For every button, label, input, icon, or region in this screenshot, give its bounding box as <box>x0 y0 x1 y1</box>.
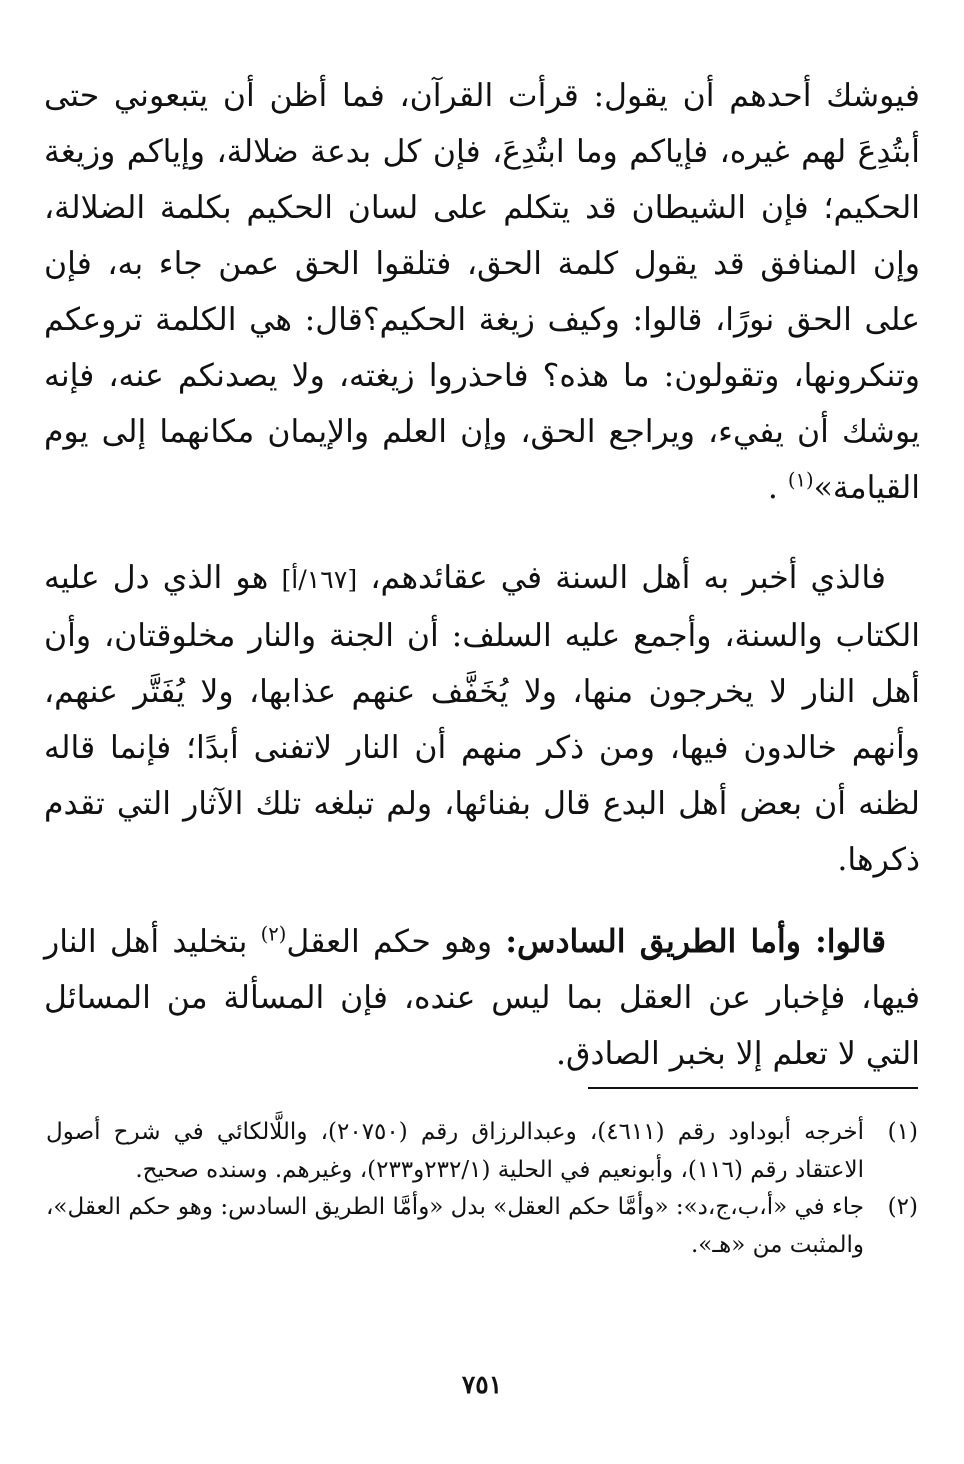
paragraph-bold-lead: قالوا: وأما الطريق السادس: <box>505 923 887 960</box>
paragraph-hadith-quote <box>44 68 920 516</box>
footnote-text: جاء في «أ،ب،ج،د»: «وأمَّا حكم العقل» بدل «وأمَّا الطريق السادس: وهو حكم العقل»، والمثبت من «هـ». <box>46 1194 864 1258</box>
manuscript-folio-ref: [١٦٧/أ] <box>281 565 358 594</box>
footnote-divider <box>588 1087 918 1089</box>
footnote-text: أخرجه أبوداود رقم (٤٦١١)، وعبدالرزاق رقم (٢٠٧٥٠)، واللَّالكائي في شرح أصول الاعتقاد رقم (١١٦)، وأبونعيم في الحلية (٢٣٢/١و٢٣٣)، وغيرهم. وسنده صحيح. <box>46 1119 864 1183</box>
footnote-ref-2: (٢) <box>260 922 287 946</box>
footnote-ref-1: (١) <box>787 468 814 492</box>
paragraph-sixth-path <box>44 914 920 1082</box>
paragraph-ahl-sunnah <box>44 550 920 888</box>
paragraph-text-start: وهو حكم العقل <box>286 924 493 960</box>
page-number: ٧٥١ <box>461 1370 503 1399</box>
footnote-1 <box>46 1114 918 1189</box>
paragraph-text-rest: هو الذي دل عليه الكتاب والسنة، وأجمع عليه السلف: أن الجنة والنار مخلوقتان، وأن أهل النار لا يخرجون منها، ولا يُخَفَّف عنهم عذابها، ولا يُفَتَّر عنهم، وأنهم خالدون فيها، ومن ذكر منهم أن النار لاتفنى أبدًا؛ فإنما قاله لظنه أن بعض أهل البدع قال بفنائها، ولم تبلغه تلك الآثار التي تقدم ذكرها. <box>44 560 920 878</box>
paragraph-text-rest: بتخليد أهل النار فيها، فإخبار عن العقل بما ليس عنده، فإن المسألة من المسائل التي لا تعلم إلا بخبر الصادق. <box>44 924 920 1072</box>
footnote-number: (١) <box>887 1119 918 1145</box>
footnotes-section <box>46 1114 918 1264</box>
footnote-2 <box>46 1189 918 1264</box>
footnote-number: (٢) <box>887 1194 918 1220</box>
paragraph-text: فيوشك أحدهم أن يقول: قرأت القرآن، فما أظن أن يتبعوني حتى أبتُدِعَ لهم غيره، فإياكم وما ابتُدِعَ، فإن كل بدعة ضلالة، وإياكم وزيغة الحكيم؛ فإن الشيطان قد يتكلم على لسان الحكيم بكلمة الضلالة، وإن المنافق قد يقول كلمة الحق، فتلقوا الحق عمن جاء به، فإن على الحق نورًا، قالوا: وكيف زيغة الحكيم؟قال: هي الكلمة تروعكم وتنكرونها، وتقولون: ما هذه؟ فاحذروا زيغته، ولا يصدنكم عنه، فإنه يوشك أن يفيء، ويراجع الحق، وإن العلم والإيمان مكانهما إلى يوم القيامة» <box>44 78 920 506</box>
paragraph-end-mark: . <box>767 470 778 506</box>
paragraph-text-start: فالذي أخبر به أهل السنة في عقائدهم، <box>370 560 886 596</box>
